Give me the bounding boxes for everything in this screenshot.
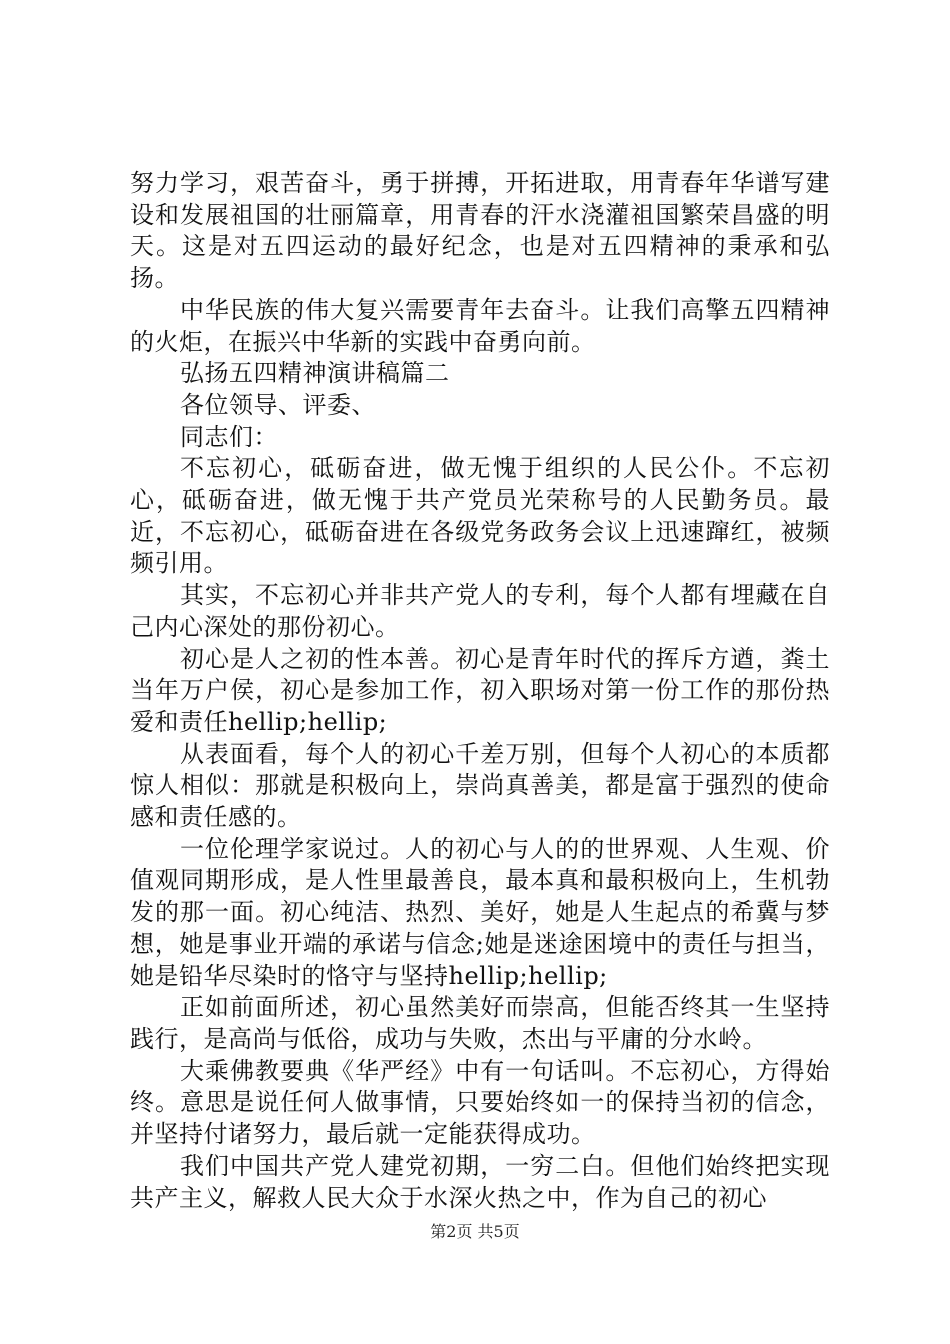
paragraph: 我们中国共产党人建党初期，一穷二白。但他们始终把实现共产主义，解救人民大众于水深火热之中，作为自己的初心 xyxy=(130,1151,830,1212)
paragraph: 不忘初心，砥砺奋进，做无愧于组织的人民公仆。不忘初心，砥砺奋进，做无愧于共产党员光荣称号的人民勤务员。最近，不忘初心，砥砺奋进在各级党务政务会议上迅速蹿红，被频频引用。 xyxy=(130,454,830,578)
paragraph: 一位伦理学家说过。人的初心与人的的世界观、人生观、价值观同期形成，是人性里最善良，最本真和最积极向上，生机勃发的那一面。初心纯洁、热烈、美好，她是人生起点的希冀与梦想，她是事业开端的承诺与信念;她是迷途困境中的责任与担当，她是铅华尽染时的恪守与坚持hellip;hellip; xyxy=(130,834,830,990)
paragraph: 中华民族的伟大复兴需要青年去奋斗。让我们高擎五四精神的火炬，在振兴中华新的实践中奋勇向前。 xyxy=(130,295,830,356)
paragraph: 初心是人之初的性本善。初心是青年时代的挥斥方遒，粪土当年万户侯，初心是参加工作，初入职场对第一份工作的那份热爱和责任hellip;hellip; xyxy=(130,644,830,736)
section-heading: 弘扬五四精神演讲稿篇二 xyxy=(180,359,450,388)
page-number-footer: 第2页 共5页 xyxy=(430,1222,520,1241)
paragraph: 其实，不忘初心并非共产党人的专利，每个人都有埋藏在自己内心深处的那份初心。 xyxy=(130,581,830,641)
paragraph: 从表面看，每个人的初心千差万别，但每个人初心的本质都惊人相似：那就是积极向上，崇尚真善美，都是富于强烈的使命感和责任感的。 xyxy=(130,739,830,832)
document-body xyxy=(130,168,830,1214)
salutation-line: 各位领导、评委、 xyxy=(180,390,376,419)
salutation-line: 同志们： xyxy=(180,422,278,451)
paragraph: 大乘佛教要典《华严经》中有一句话叫。不忘初心，方得始终。意思是说任何人做事情，只要始终如一的保持当初的信念，并坚持付诸努力，最后就一定能获得成功。 xyxy=(130,1056,830,1149)
paragraph: 正如前面所述，初心虽然美好而崇高，但能否终其一生坚持践行，是高尚与低俗，成功与失败，杰出与平庸的分水岭。 xyxy=(130,993,830,1053)
paragraph: 努力学习，艰苦奋斗，勇于拼搏，开拓进取，用青春年华谱写建设和发展祖国的壮丽篇章，用青春的汗水浇灌祖国繁荣昌盛的明天。这是对五四运动的最好纪念，也是对五四精神的秉承和弘扬。 xyxy=(130,169,830,293)
